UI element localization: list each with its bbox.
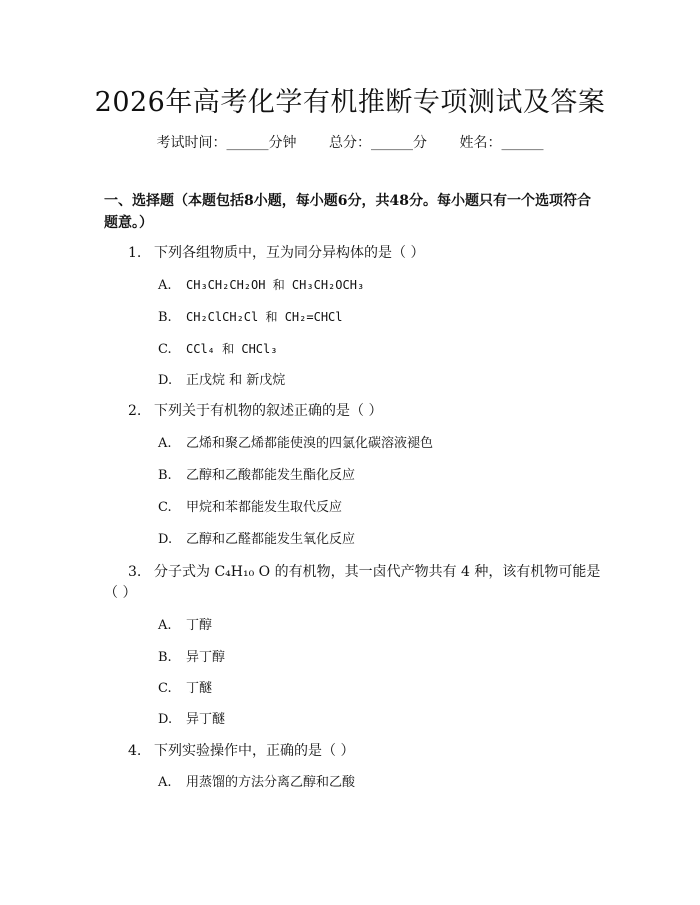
- option-text: CH₂ClCH₂Cl 和 CH₂=CHCl: [186, 310, 343, 324]
- option-text: 乙醇和乙酸都能发生酯化反应: [186, 468, 356, 483]
- option-text: CH₃CH₂CH₂OH 和 CH₃CH₂OCH₃: [186, 278, 365, 292]
- option-1a: [158, 275, 364, 296]
- option-letter: D.: [158, 532, 173, 547]
- option-letter: A.: [158, 278, 172, 293]
- exam-score: 总分：______分: [329, 135, 427, 151]
- question-number: 3.: [128, 564, 142, 580]
- question-2: [104, 400, 604, 422]
- question-number: 4.: [128, 743, 142, 759]
- option-letter: C.: [158, 342, 172, 357]
- option-text: 乙醇和乙醛都能发生氧化反应: [186, 532, 356, 547]
- option-text: 正戊烷 和 新戊烷: [186, 373, 286, 388]
- question-3: [104, 562, 604, 604]
- question-1: [104, 242, 604, 264]
- option-letter: C.: [158, 500, 172, 515]
- question-number: 1.: [128, 245, 142, 261]
- option-2c: [158, 498, 342, 518]
- option-text: 用蒸馏的方法分离乙醇和乙酸: [186, 775, 356, 790]
- option-3d: [158, 710, 225, 730]
- option-4a: [158, 773, 355, 793]
- option-text: 丁醚: [186, 681, 213, 696]
- option-text: 甲烷和苯都能发生取代反应: [186, 500, 343, 515]
- option-letter: D.: [158, 712, 173, 727]
- option-3a: [158, 616, 212, 636]
- option-1c: [158, 339, 277, 360]
- option-letter: A.: [158, 436, 172, 451]
- exam-time: 考试时间：______分钟: [156, 135, 297, 151]
- exam-meta: [0, 132, 700, 152]
- option-letter: A.: [158, 775, 172, 790]
- option-text: 丁醇: [186, 618, 213, 633]
- question-stem: 分子式为 C₄H₁₀ O 的有机物，其一卤代产物共有 4 种，该有机物可能是（ ）: [104, 564, 601, 601]
- option-text: 乙烯和聚乙烯都能使溴的四氯化碳溶液褪色: [186, 436, 434, 451]
- option-letter: A.: [158, 618, 172, 633]
- option-3b: [158, 648, 225, 668]
- option-3c: [158, 679, 212, 699]
- option-1b: [158, 307, 343, 328]
- question-4: [104, 740, 604, 762]
- option-2a: [158, 434, 433, 454]
- option-1d: [158, 371, 285, 391]
- option-letter: B.: [158, 468, 172, 483]
- page-title: 2026年高考化学有机推断专项测试及答案: [94, 87, 606, 118]
- option-2d: [158, 530, 355, 550]
- question-stem: 下列各组物质中，互为同分异构体的是（ ）: [154, 245, 425, 261]
- option-2b: [158, 466, 355, 486]
- section-heading: 一、选择题（本题包括8小题，每小题6分，共48分。每小题只有一个选项符合题意。）: [104, 193, 591, 231]
- option-letter: B.: [158, 310, 172, 325]
- question-stem: 下列关于有机物的叙述正确的是（ ）: [154, 403, 383, 419]
- question-number: 2.: [128, 403, 142, 419]
- question-stem: 下列实验操作中，正确的是（ ）: [154, 743, 355, 759]
- option-letter: B.: [158, 650, 172, 665]
- option-letter: C.: [158, 681, 172, 696]
- option-text: 异丁醇: [186, 650, 226, 665]
- option-letter: D.: [158, 373, 173, 388]
- option-text: 异丁醚: [186, 712, 226, 727]
- option-text: CCl₄ 和 CHCl₃: [186, 342, 278, 356]
- student-name: 姓名：______: [459, 135, 544, 151]
